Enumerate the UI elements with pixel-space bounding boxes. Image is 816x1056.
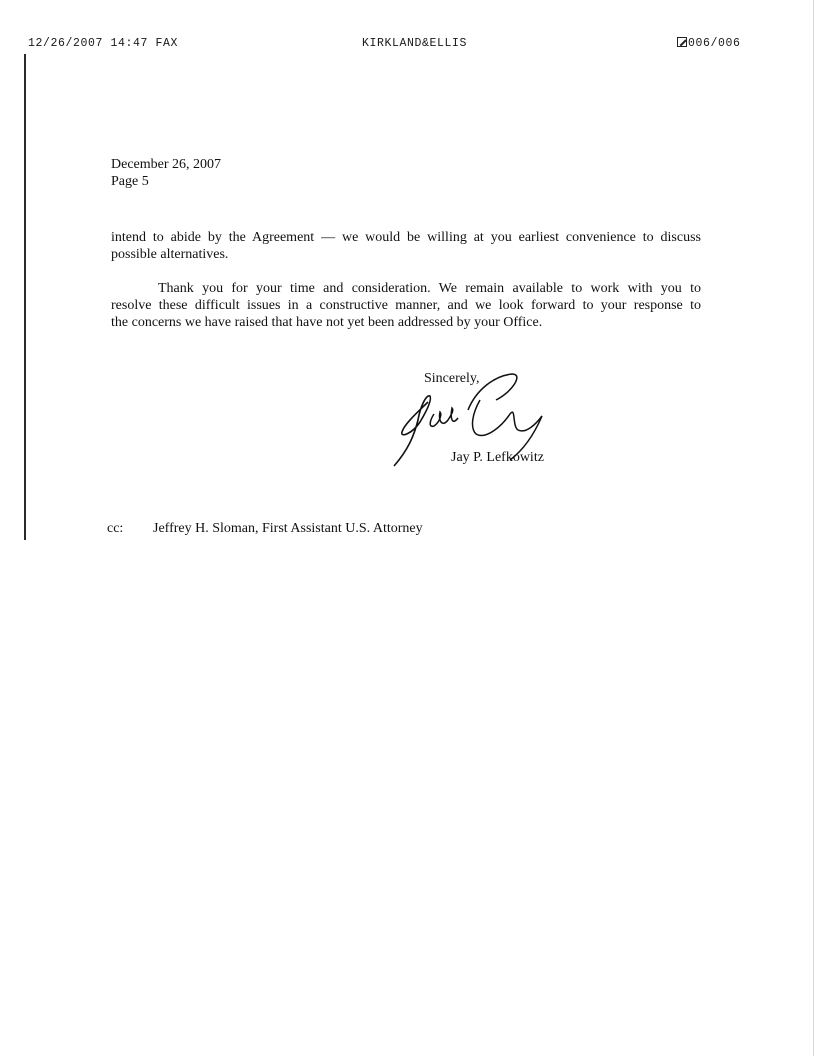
- scan-edge-line: [813, 0, 814, 1056]
- paragraph-2-line-2: resolve these difficult issues in a constructive manner, and we look forward to your response to: [111, 298, 701, 313]
- fax-timestamp: 12/26/2007 14:47 FAX: [28, 37, 179, 50]
- paragraph-1: [111, 229, 701, 263]
- scan-margin-line: [24, 54, 26, 540]
- letter-header: [111, 156, 221, 190]
- letter-date: December 26, 2007: [111, 157, 222, 172]
- fax-header: [0, 37, 816, 53]
- paragraph-2-line-3: the concerns we have raised that have not yet been addressed by your Office.: [111, 315, 543, 330]
- fax-checkbox-icon: [677, 37, 687, 47]
- cc-label: cc:: [107, 521, 124, 536]
- cc-recipient: Jeffrey H. Sloman, First Assistant U.S. Attorney: [153, 521, 423, 536]
- paragraph-2: [111, 280, 701, 331]
- fax-sender: KIRKLAND&ELLIS: [362, 37, 468, 50]
- letter-page-number: Page 5: [111, 174, 149, 189]
- paragraph-1-line-1: intend to abide by the Agreement — we would be willing at you earliest convenience to discuss: [111, 230, 701, 245]
- signer-name: Jay P. Lefkowitz: [451, 450, 544, 465]
- fax-page-count: [677, 37, 741, 50]
- closing: Sincerely,: [424, 371, 480, 386]
- paragraph-1-line-2: possible alternatives.: [111, 247, 229, 262]
- fax-page-count-text: 006/006: [688, 37, 741, 50]
- letter-body: [111, 229, 701, 331]
- paragraph-2-line-1: Thank you for your time and consideration. We remain available to work with you to: [158, 281, 701, 296]
